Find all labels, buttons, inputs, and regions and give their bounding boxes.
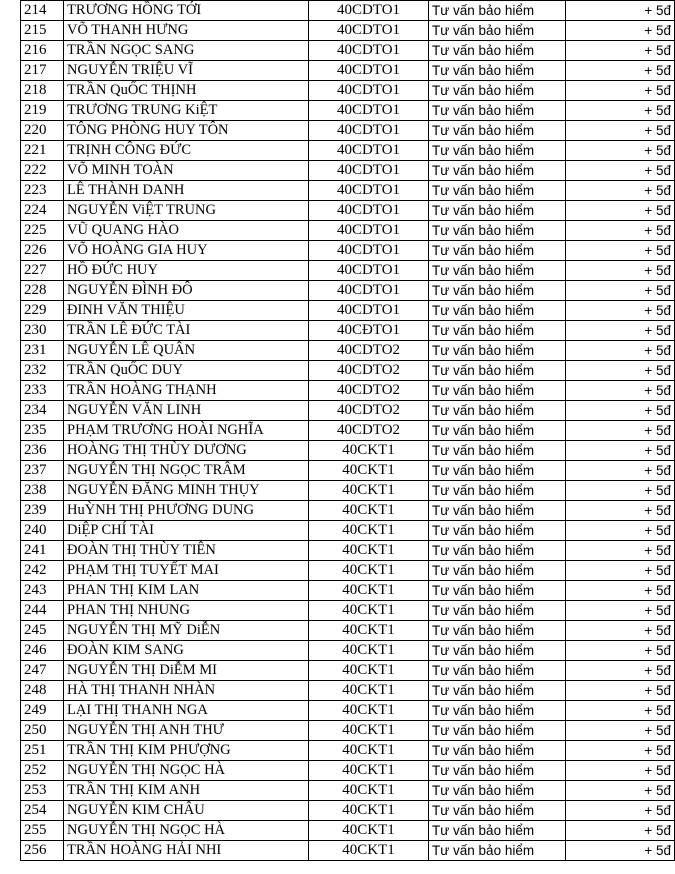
student-name: LẠI THỊ THANH NGA	[64, 701, 309, 721]
student-name: NGUYỄN THỊ ANH THƯ	[64, 721, 309, 741]
table-row	[21, 241, 675, 261]
table-row	[21, 301, 675, 321]
class-code: 40CKT1	[309, 641, 429, 661]
class-code: 40CDTO1	[309, 141, 429, 161]
class-code: 40CDTO1	[309, 201, 429, 221]
points-awarded: + 5đ	[566, 201, 675, 221]
table-row	[21, 201, 675, 221]
student-name: TRẦN THỊ KIM PHƯỢNG	[64, 741, 309, 761]
student-name: VŨ QUANG HÀO	[64, 221, 309, 241]
table-row	[21, 321, 675, 341]
activity-description: Tư vấn bảo hiểm	[429, 221, 566, 241]
class-code: 40CKT1	[309, 721, 429, 741]
activity-description: Tư vấn bảo hiểm	[429, 341, 566, 361]
student-name: TRẦN QuỐC DUY	[64, 361, 309, 381]
activity-description: Tư vấn bảo hiểm	[429, 781, 566, 801]
class-code: 40CKT1	[309, 441, 429, 461]
activity-description: Tư vấn bảo hiểm	[429, 401, 566, 421]
table-row	[21, 101, 675, 121]
row-number: 227	[21, 261, 64, 281]
points-awarded: + 5đ	[566, 801, 675, 821]
points-awarded: + 5đ	[566, 641, 675, 661]
table-row	[21, 1, 675, 21]
row-number: 225	[21, 221, 64, 241]
activity-description: Tư vấn bảo hiểm	[429, 301, 566, 321]
student-name: VÕ HOÀNG GIA HUY	[64, 241, 309, 261]
row-number: 217	[21, 61, 64, 81]
activity-description: Tư vấn bảo hiểm	[429, 521, 566, 541]
table-row	[21, 761, 675, 781]
points-awarded: + 5đ	[566, 381, 675, 401]
row-number: 220	[21, 121, 64, 141]
row-number: 256	[21, 841, 64, 861]
row-number: 244	[21, 601, 64, 621]
row-number: 246	[21, 641, 64, 661]
table-row	[21, 21, 675, 41]
student-name: VÕ MINH TOÀN	[64, 161, 309, 181]
row-number: 233	[21, 381, 64, 401]
activity-description: Tư vấn bảo hiểm	[429, 281, 566, 301]
class-code: 40CDTO2	[309, 361, 429, 381]
activity-description: Tư vấn bảo hiểm	[429, 581, 566, 601]
row-number: 238	[21, 481, 64, 501]
class-code: 40CKT1	[309, 761, 429, 781]
table-row	[21, 821, 675, 841]
student-name: PHẠM TRƯƠNG HOÀI NGHĨA	[64, 421, 309, 441]
class-code: 40CDTO1	[309, 81, 429, 101]
activity-description: Tư vấn bảo hiểm	[429, 821, 566, 841]
activity-description: Tư vấn bảo hiểm	[429, 841, 566, 861]
points-awarded: + 5đ	[566, 41, 675, 61]
class-code: 40CDTO2	[309, 341, 429, 361]
points-awarded: + 5đ	[566, 1, 675, 21]
points-awarded: + 5đ	[566, 301, 675, 321]
table-row	[21, 541, 675, 561]
activity-description: Tư vấn bảo hiểm	[429, 181, 566, 201]
student-name: PHAN THỊ NHUNG	[64, 601, 309, 621]
student-name: TRẦN HOÀNG THẠNH	[64, 381, 309, 401]
points-awarded: + 5đ	[566, 681, 675, 701]
row-number: 252	[21, 761, 64, 781]
student-name: TRẦN QuỐC THỊNH	[64, 81, 309, 101]
points-awarded: + 5đ	[566, 601, 675, 621]
row-number: 214	[21, 1, 64, 21]
points-awarded: + 5đ	[566, 121, 675, 141]
points-awarded: + 5đ	[566, 221, 675, 241]
student-name: NGUYỄN LÊ QUÂN	[64, 341, 309, 361]
student-name: TRẦN NGỌC SANG	[64, 41, 309, 61]
student-name: NGUYỄN VĂN LINH	[64, 401, 309, 421]
activity-description: Tư vấn bảo hiểm	[429, 41, 566, 61]
class-code: 40CDTO1	[309, 61, 429, 81]
activity-description: Tư vấn bảo hiểm	[429, 241, 566, 261]
table-row	[21, 721, 675, 741]
points-awarded: + 5đ	[566, 741, 675, 761]
activity-description: Tư vấn bảo hiểm	[429, 141, 566, 161]
table-row	[21, 841, 675, 861]
row-number: 237	[21, 461, 64, 481]
student-name: HOÀNG THỊ THÙY DƯƠNG	[64, 441, 309, 461]
class-code: 40CKT1	[309, 481, 429, 501]
table-row	[21, 181, 675, 201]
activity-description: Tư vấn bảo hiểm	[429, 681, 566, 701]
row-number: 249	[21, 701, 64, 721]
points-awarded: + 5đ	[566, 781, 675, 801]
class-code: 40CDTO1	[309, 41, 429, 61]
row-number: 224	[21, 201, 64, 221]
class-code: 40CKT1	[309, 561, 429, 581]
student-name: TRƯƠNG TRUNG KiỆT	[64, 101, 309, 121]
row-number: 222	[21, 161, 64, 181]
table-row	[21, 41, 675, 61]
row-number: 232	[21, 361, 64, 381]
class-code: 40CKT1	[309, 681, 429, 701]
row-number: 215	[21, 21, 64, 41]
class-code: 40CKT1	[309, 501, 429, 521]
row-number: 248	[21, 681, 64, 701]
class-code: 40CDTO1	[309, 301, 429, 321]
student-name: NGUYỄN THỊ NGỌC HÀ	[64, 761, 309, 781]
class-code: 40CDTO1	[309, 101, 429, 121]
student-name: LÊ THÀNH DANH	[64, 181, 309, 201]
student-name: TRẦN HOÀNG HẢI NHI	[64, 841, 309, 861]
student-name: PHAN THỊ KIM LAN	[64, 581, 309, 601]
activity-description: Tư vấn bảo hiểm	[429, 61, 566, 81]
points-awarded: + 5đ	[566, 501, 675, 521]
activity-description: Tư vấn bảo hiểm	[429, 641, 566, 661]
row-number: 223	[21, 181, 64, 201]
student-name: NGUYỄN TRIỆU VĨ	[64, 61, 309, 81]
class-code: 40CKT1	[309, 801, 429, 821]
class-code: 40CDTO1	[309, 121, 429, 141]
table-row	[21, 801, 675, 821]
row-number: 240	[21, 521, 64, 541]
student-name: ĐINH VĂN THIỆU	[64, 301, 309, 321]
activity-description: Tư vấn bảo hiểm	[429, 161, 566, 181]
points-awarded: + 5đ	[566, 701, 675, 721]
student-name: ĐOÀN KIM SANG	[64, 641, 309, 661]
class-code: 40CDTO1	[309, 161, 429, 181]
points-awarded: + 5đ	[566, 481, 675, 501]
row-number: 228	[21, 281, 64, 301]
table-row	[21, 141, 675, 161]
points-awarded: + 5đ	[566, 821, 675, 841]
activity-description: Tư vấn bảo hiểm	[429, 121, 566, 141]
points-awarded: + 5đ	[566, 161, 675, 181]
table-row	[21, 741, 675, 761]
table-row	[21, 81, 675, 101]
class-code: 40CDTO1	[309, 1, 429, 21]
table-row	[21, 61, 675, 81]
row-number: 229	[21, 301, 64, 321]
activity-description: Tư vấn bảo hiểm	[429, 421, 566, 441]
row-number: 221	[21, 141, 64, 161]
table-row	[21, 121, 675, 141]
class-code: 40CKT1	[309, 601, 429, 621]
row-number: 247	[21, 661, 64, 681]
row-number: 231	[21, 341, 64, 361]
class-code: 40CDTO1	[309, 21, 429, 41]
row-number: 255	[21, 821, 64, 841]
points-awarded: + 5đ	[566, 321, 675, 341]
row-number: 242	[21, 561, 64, 581]
table-row	[21, 561, 675, 581]
row-number: 253	[21, 781, 64, 801]
activity-description: Tư vấn bảo hiểm	[429, 801, 566, 821]
row-number: 251	[21, 741, 64, 761]
class-code: 40CKT1	[309, 841, 429, 861]
activity-description: Tư vấn bảo hiểm	[429, 661, 566, 681]
points-awarded: + 5đ	[566, 101, 675, 121]
student-name: HuỲNH THỊ PHƯƠNG DUNG	[64, 501, 309, 521]
row-number: 245	[21, 621, 64, 641]
student-name: HỒ ĐỨC HUY	[64, 261, 309, 281]
class-code: 40CKT1	[309, 701, 429, 721]
student-name: NGUYỄN THỊ DiỄM MI	[64, 661, 309, 681]
student-name: TRẦN LÊ ĐỨC TÀI	[64, 321, 309, 341]
activity-description: Tư vấn bảo hiểm	[429, 1, 566, 21]
table-row	[21, 661, 675, 681]
student-name: NGUYỄN ĐĂNG MINH THỤY	[64, 481, 309, 501]
student-name: ĐOÀN THỊ THÙY TIÊN	[64, 541, 309, 561]
points-awarded: + 5đ	[566, 521, 675, 541]
points-awarded: + 5đ	[566, 561, 675, 581]
activity-description: Tư vấn bảo hiểm	[429, 501, 566, 521]
class-code: 40CĐTO1	[309, 321, 429, 341]
points-awarded: + 5đ	[566, 461, 675, 481]
points-awarded: + 5đ	[566, 421, 675, 441]
activity-description: Tư vấn bảo hiểm	[429, 321, 566, 341]
table-row	[21, 581, 675, 601]
activity-description: Tư vấn bảo hiểm	[429, 741, 566, 761]
activity-description: Tư vấn bảo hiểm	[429, 361, 566, 381]
row-number: 239	[21, 501, 64, 521]
points-awarded: + 5đ	[566, 341, 675, 361]
table-row	[21, 341, 675, 361]
row-number: 219	[21, 101, 64, 121]
row-number: 218	[21, 81, 64, 101]
activity-description: Tư vấn bảo hiểm	[429, 441, 566, 461]
class-code: 40CKT1	[309, 621, 429, 641]
activity-description: Tư vấn bảo hiểm	[429, 721, 566, 741]
row-number: 250	[21, 721, 64, 741]
points-awarded: + 5đ	[566, 581, 675, 601]
table-row	[21, 601, 675, 621]
points-awarded: + 5đ	[566, 441, 675, 461]
activity-description: Tư vấn bảo hiểm	[429, 21, 566, 41]
table-row	[21, 461, 675, 481]
table-row	[21, 701, 675, 721]
table-row	[21, 681, 675, 701]
student-name: NGUYỄN KIM CHÂU	[64, 801, 309, 821]
class-code: 40CDTO1	[309, 281, 429, 301]
class-code: 40CKT1	[309, 741, 429, 761]
student-name: TRẦN THỊ KIM ANH	[64, 781, 309, 801]
student-name: TÔNG PHÒNG HUY TÔN	[64, 121, 309, 141]
table-row	[21, 281, 675, 301]
table-row	[21, 641, 675, 661]
table-row	[21, 501, 675, 521]
student-name: NGUYỄN THỊ NGỌC TRÂM	[64, 461, 309, 481]
class-code: 40CDTO2	[309, 401, 429, 421]
table-row	[21, 401, 675, 421]
class-code: 40CKT1	[309, 661, 429, 681]
table-row	[21, 261, 675, 281]
student-name: NGUYỄN THỊ NGỌC HÀ	[64, 821, 309, 841]
activity-description: Tư vấn bảo hiểm	[429, 761, 566, 781]
points-awarded: + 5đ	[566, 61, 675, 81]
row-number: 254	[21, 801, 64, 821]
activity-description: Tư vấn bảo hiểm	[429, 201, 566, 221]
table-row	[21, 441, 675, 461]
class-code: 40CKT1	[309, 581, 429, 601]
points-awarded: + 5đ	[566, 361, 675, 381]
points-awarded: + 5đ	[566, 721, 675, 741]
points-awarded: + 5đ	[566, 81, 675, 101]
activity-description: Tư vấn bảo hiểm	[429, 101, 566, 121]
class-code: 40CDTO1	[309, 181, 429, 201]
table-row	[21, 781, 675, 801]
table-row	[21, 161, 675, 181]
points-awarded: + 5đ	[566, 261, 675, 281]
class-code: 40CDTO2	[309, 381, 429, 401]
activity-description: Tư vấn bảo hiểm	[429, 461, 566, 481]
student-name: DiỆP CHÍ TÀI	[64, 521, 309, 541]
class-code: 40CKT1	[309, 461, 429, 481]
table-body	[21, 1, 675, 861]
class-code: 40CDTO1	[309, 241, 429, 261]
student-name: TRỊNH CÔNG ĐỨC	[64, 141, 309, 161]
points-awarded: + 5đ	[566, 21, 675, 41]
row-number: 226	[21, 241, 64, 261]
student-name: TRƯƠNG HỒNG TỚI	[64, 1, 309, 21]
class-code: 40CDTO2	[309, 421, 429, 441]
activity-description: Tư vấn bảo hiểm	[429, 481, 566, 501]
row-number: 241	[21, 541, 64, 561]
activity-description: Tư vấn bảo hiểm	[429, 381, 566, 401]
student-name: PHẠM THỊ TUYẾT MAI	[64, 561, 309, 581]
points-awarded: + 5đ	[566, 761, 675, 781]
points-awarded: + 5đ	[566, 281, 675, 301]
table-row	[21, 481, 675, 501]
student-points-table	[20, 0, 675, 861]
activity-description: Tư vấn bảo hiểm	[429, 261, 566, 281]
class-code: 40CDTO1	[309, 221, 429, 241]
activity-description: Tư vấn bảo hiểm	[429, 541, 566, 561]
table-row	[21, 361, 675, 381]
activity-description: Tư vấn bảo hiểm	[429, 701, 566, 721]
activity-description: Tư vấn bảo hiểm	[429, 561, 566, 581]
points-awarded: + 5đ	[566, 841, 675, 861]
points-awarded: + 5đ	[566, 661, 675, 681]
student-name: NGUYỄN THỊ MỸ DiỄN	[64, 621, 309, 641]
row-number: 230	[21, 321, 64, 341]
row-number: 216	[21, 41, 64, 61]
table-row	[21, 381, 675, 401]
class-code: 40CKT1	[309, 821, 429, 841]
row-number: 234	[21, 401, 64, 421]
row-number: 236	[21, 441, 64, 461]
points-awarded: + 5đ	[566, 621, 675, 641]
points-awarded: + 5đ	[566, 141, 675, 161]
row-number: 243	[21, 581, 64, 601]
class-code: 40CDTO1	[309, 261, 429, 281]
student-name: VÕ THANH HƯNG	[64, 21, 309, 41]
class-code: 40CKT1	[309, 781, 429, 801]
points-awarded: + 5đ	[566, 541, 675, 561]
points-awarded: + 5đ	[566, 241, 675, 261]
table-row	[21, 621, 675, 641]
table-row	[21, 421, 675, 441]
student-name: HÀ THỊ THANH NHÀN	[64, 681, 309, 701]
activity-description: Tư vấn bảo hiểm	[429, 81, 566, 101]
table-row	[21, 221, 675, 241]
student-name: NGUYỄN ĐÌNH ĐÔ	[64, 281, 309, 301]
class-code: 40CKT1	[309, 541, 429, 561]
table-row	[21, 521, 675, 541]
student-name: NGUYỄN ViỆT TRUNG	[64, 201, 309, 221]
points-awarded: + 5đ	[566, 181, 675, 201]
row-number: 235	[21, 421, 64, 441]
points-awarded: + 5đ	[566, 401, 675, 421]
activity-description: Tư vấn bảo hiểm	[429, 601, 566, 621]
class-code: 40CKT1	[309, 521, 429, 541]
activity-description: Tư vấn bảo hiểm	[429, 621, 566, 641]
